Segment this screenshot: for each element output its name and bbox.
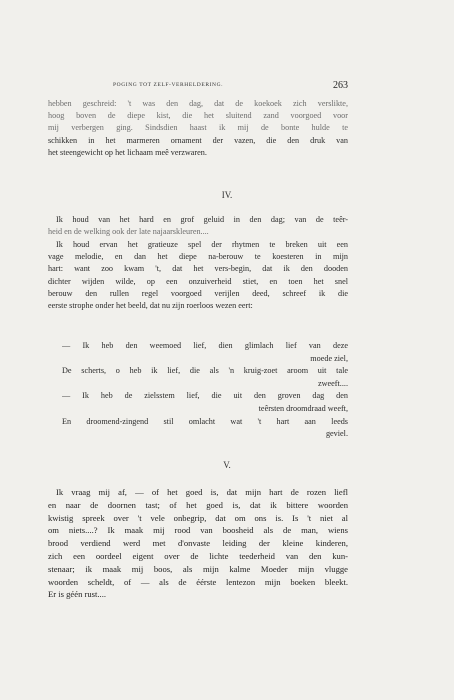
text-line: stenaar; ik maak mij boos, als mijn kalme Moeder mijn vlugge bbox=[48, 563, 348, 574]
running-head bbox=[0, 80, 454, 94]
text-line: hebben geschreid: 't was den dag, dat de koekoek zich verslikte, bbox=[48, 99, 348, 108]
text-line: en naar de doornen tast; of het goed is, dat ik bittere woorden bbox=[48, 499, 348, 510]
text-line: Ik houd ervan het gratieuze spel der rhytmen te breken uit een bbox=[56, 240, 348, 249]
poem-line-continuation: moede ziel, bbox=[310, 353, 348, 363]
text-line: mij verbergen ging. Sindsdien haast ik mij de bonte hulde te bbox=[48, 123, 348, 133]
paragraph-4 bbox=[48, 486, 348, 601]
text-line: woorden scheldt, of — als de éérste lentezon mijn boeken bleekt. bbox=[48, 576, 348, 587]
poem bbox=[62, 340, 348, 441]
text-line: om niets....? Ik maak mij rood van boosheid als de man, wiens bbox=[48, 525, 348, 536]
text-line: hart: want zoo kwam 't, dat het vers-begin, dat ik den dooden bbox=[48, 264, 348, 274]
text-line: berouw den rullen regel voorgoed verijlen deed, schreef ik die bbox=[48, 288, 348, 298]
section-heading-iv: IV. bbox=[221, 190, 233, 200]
paragraph-2 bbox=[48, 214, 348, 238]
text-line: Ik vraag mij af, — of het goed is, dat mijn hart de rozen liefl bbox=[56, 487, 348, 497]
section-heading-v: V. bbox=[223, 460, 231, 470]
poem-line-continuation: zweeft.... bbox=[317, 378, 348, 388]
text-line: eerste strophe onder het beeld, dat nu zijn roerloos wezen eert: bbox=[48, 300, 253, 310]
poem-line-continuation: geviel. bbox=[325, 429, 348, 439]
text-line: brood verdiend werd met d'onvaste leiding der kleine kinderen, bbox=[48, 538, 348, 549]
text-line: vage melodie, en dan het diepe na-berouw te koesteren in mijn bbox=[48, 252, 348, 262]
text-line: hoog boven de diepe kist, die het sluitend zand voorgoed voor bbox=[48, 111, 348, 121]
paragraph-3 bbox=[48, 239, 348, 312]
text-line: zich een oordeel eigent over de lichte teederheid van den kun- bbox=[48, 550, 348, 561]
text-line: kwistig spreek over 't vele onbegrip, dat om ons is. Is 't niet al bbox=[48, 512, 348, 523]
poem-line: — Ik heb den weemoed lief, dien glimlach lief van deze bbox=[62, 341, 348, 350]
poem-line: De scherts, o heb ik lief, die als 'n kruig-zoet aroom uit tale bbox=[62, 366, 348, 376]
text-line: Ik houd van het hard en grof geluid in den dag; van de teêr- bbox=[56, 215, 348, 224]
text-line: dichter wijden wilde, op een onzuiverheid stiet, en toen het snel bbox=[48, 276, 348, 286]
text-line: schikken in het marmeren ornament der vazen, die den druk van bbox=[48, 135, 348, 145]
running-title: POGING TOT ZELF-VERHELDERING. bbox=[113, 82, 224, 88]
poem-line: — Ik heb de zielsstem lief, die uit den groven dag den bbox=[62, 391, 348, 401]
paragraph-1 bbox=[48, 98, 348, 159]
poem-line-continuation: teêrsten droomdraad weeft, bbox=[258, 403, 348, 413]
poem-line: En droomend-zingend stil omlacht wat 't hart aan leeds bbox=[62, 416, 348, 426]
text-line: het steengewicht op het lichaam meê verzwaren. bbox=[48, 147, 207, 157]
text-line: heid en de welking ook der late najaarskleuren.... bbox=[48, 227, 209, 237]
page-number: 263 bbox=[333, 80, 348, 91]
text-line: Er is géén rust.... bbox=[48, 589, 106, 600]
